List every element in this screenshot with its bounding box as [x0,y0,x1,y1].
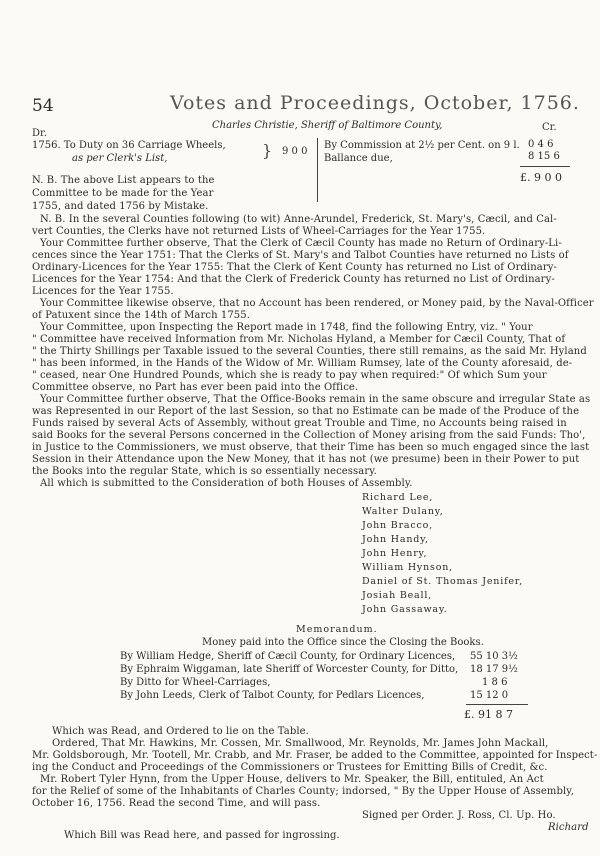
final-line: Which Bill was Read here, and passed for ingrossing. [64,830,340,841]
body-line: Ordinary-Licences for the Year 1755: That the Clerk of Kent County has returned no List of Ordinary- [32,262,557,273]
closing-line: Ordered, That Mr. Hawkins, Mr. Cossen, Mr. Smallwood, Mr. Reynolds, Mr. James John Mackall, [52,738,549,749]
body-line: " the Thirty Shillings per Taxable issued to the several Counties, there still remains, as the said Mr. Hyland [32,346,587,357]
memorandum-item: By Ditto for Wheel-Carriages, [120,677,271,688]
signed-by: Signed per Order. J. Ross, Cl. Up. Ho. [362,810,556,821]
memorandum-subheading: Money paid into the Office since the Closing the Books. [202,637,484,648]
credit-line-2: Ballance due, [324,153,393,164]
memorandum-amount: 1 8 6 [482,677,508,688]
debit-line-2: as per Clerk's List, [72,153,168,164]
body-line: Your Committee further observe, That the Office-Books remain in the same obscure and irregular State as [40,394,591,405]
body-line: " has been informed, in the Hands of the Widow of Mr. William Rumsey, late of the County aforesaid, de- [32,358,573,369]
closing-line: Mr. Robert Tyler Hynn, from the Upper House, delivers to Mr. Speaker, the Bill, entituled, An Act [40,774,544,785]
signatory: John Gassaway. [362,604,448,615]
nb-line: N. B. The above List appears to the [32,175,215,186]
memorandum-item: By Ephraim Wiggaman, late Sheriff of Worcester County, for Ditto, [120,664,459,675]
account-total: £. 9 0 0 [520,171,562,184]
body-line: Committee observe, no Part has ever been paid into the Office. [32,382,359,393]
account-divider [317,138,318,202]
body-line: cences since the Year 1751: That the Clerks of St. Mary's and Talbot Counties have returned no Lists of [32,250,569,261]
body-line: Licences for the Year 1755. [32,286,174,297]
credit-amount-2: 8 15 6 [528,151,560,162]
signatory: Josiah Beall, [362,590,433,601]
body-line: said Books for the several Persons concerned in the Collection of Money arising from the said Funds: Tho', [32,430,586,441]
signatory: John Bracco, [362,520,433,531]
body-line: Your Committee likewise observe, that no Account has been rendered, or Money paid, by the Naval-Officer [40,298,594,309]
closing-line: Mr. Goldsborough, Mr. Tootell, Mr. Crabb, and Mr. Fraser, be added to the Committee, appointed for Inspect- [32,750,598,761]
memorandum-total-rule [466,704,528,705]
debit-amount: 9 0 0 [282,146,308,157]
memorandum-amount: 55 10 3½ [470,651,518,662]
body-line: Your Committee further observe, That the Clerk of Cæcil County has made no Return of Ordinary-Li- [40,238,562,249]
dr-label: Dr. [32,128,47,139]
signatory: John Handy, [362,534,429,545]
memorandum-amount: 18 17 9½ [470,664,518,675]
body-line: of Patuxent since the 14th of March 1755. [32,310,251,321]
memorandum-total: £. 91 8 7 [464,708,513,721]
memorandum-item: By John Leeds, Clerk of Talbot County, for Pedlars Licences, [120,690,425,701]
body-line: the Books into the regular State, which is so essentially necessary. [32,466,377,477]
memorandum-heading: Memorandum. [296,624,378,635]
body-line: Funds raised by several Acts of Assembly, without great Trouble and Time, no Accounts being raised in [32,418,567,429]
page-number: 54 [32,96,54,116]
total-rule [520,166,570,167]
body-line: Session in their Attendance upon the New Money, that it has not (we presume) been in their Power to put [32,454,580,465]
closing-line: Which was Read, and Ordered to lie on the Table. [52,726,309,737]
closing-line: for the Relief of some of the Inhabitants of Charles County; indorsed, " By the Upper House of Assembly, [32,786,575,797]
body-line: Your Committee, upon Inspecting the Report made in 1748, find the following Entry, viz. " Your [40,322,533,333]
cr-label: Cr. [542,122,557,133]
memorandum-item: By William Hedge, Sheriff of Cæcil County, for Ordinary Licences, [120,651,456,662]
body-line: in Justice to the Commissioners, we must observe, that their Time has been so much engaged since the last [32,442,590,453]
body-line: vert Counties, the Clerks have not returned Lists of Wheel-Carriages for the Year 1755. [32,226,486,237]
memorandum-amount: 15 12 0 [470,690,509,701]
closing-line: October 16, 1756. Read the second Time, and will pass. [32,798,321,809]
body-line: N. B. In the several Counties following (to wit) Anne-Arundel, Frederick, St. Mary's, Cæcil, and Cal- [40,214,557,225]
signatory: Walter Dulany, [362,506,444,517]
running-title: Votes and Proceedings, October, 1756. [170,92,580,114]
catchword: Richard [548,822,589,833]
signatory: Richard Lee, [362,492,434,503]
debit-line-1: 1756. To Duty on 36 Carriage Wheels, [32,140,226,151]
body-line: was Represented in our Report of the last Session, so that no Estimate can be made of the Produce of the [32,406,580,417]
brace: } [262,141,273,160]
signatory: Daniel of St. Thomas Jenifer, [362,576,523,587]
signatory: John Henry, [362,548,428,559]
body-line: All which is submitted to the Consideration of both Houses of Assembly. [40,478,413,489]
closing-line: ing the Conduct and Proceedings of the Commissioners or Trustees for Emitting Bills of Credit, &c. [32,762,548,773]
credit-amount-1: 0 4 6 [528,139,554,150]
signatory: William Hynson, [362,562,453,573]
nb-line: 1755, and dated 1756 by Mistake. [32,201,209,212]
account-heading: Charles Christie, Sheriff of Baltimore County, [212,120,443,131]
nb-line: Committee to be made for the Year [32,188,214,199]
body-line: Licences for the Year 1754: And that the Clerk of Frederick County has returned no List of Ordinary- [32,274,555,285]
body-line: " Committee have received Information from Mr. Nicholas Hyland, a Member for Cæcil County, That of [32,334,566,345]
credit-line-1: By Commission at 2½ per Cent. on 9 l. [324,140,520,151]
body-line: " ceased, near One Hundred Pounds, which she is ready to pay when required:" Of which Sum your [32,370,547,381]
